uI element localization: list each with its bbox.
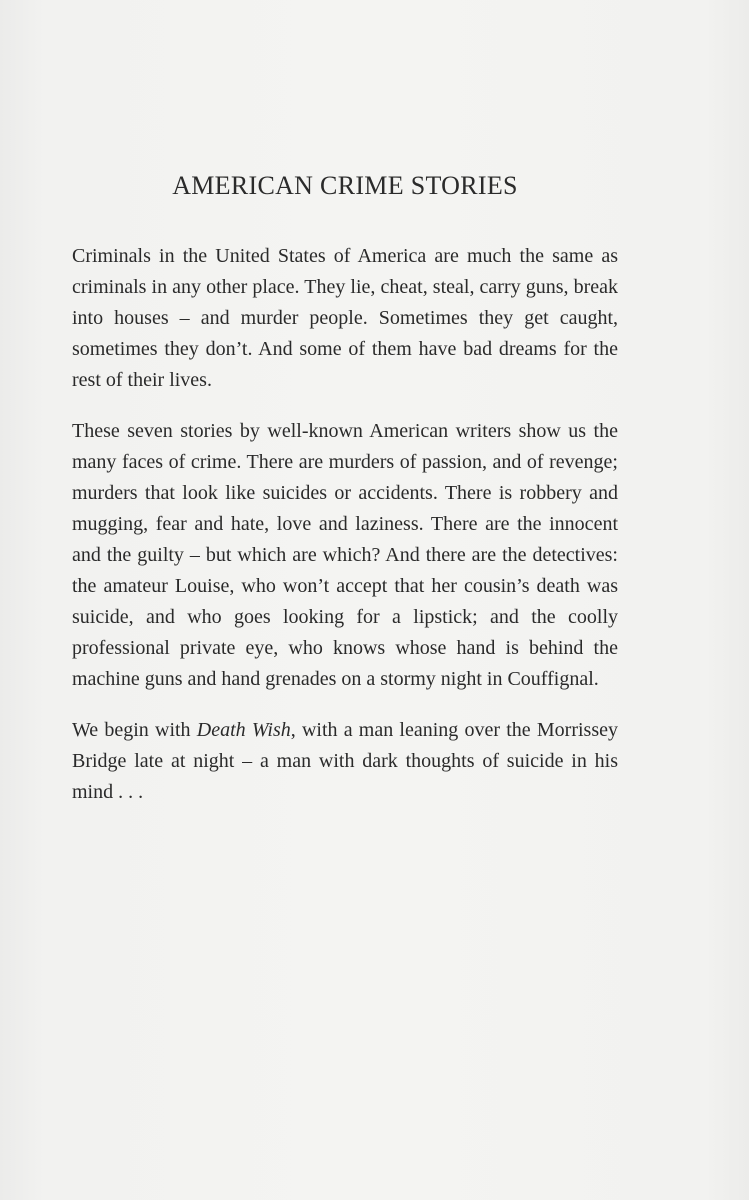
page-title: AMERICAN CRIME STORIES [172,171,518,200]
page-content [72,170,618,828]
paragraph-stories: These seven stories by well-known American writers show us the many faces of crime. There are murders of passion, and of revenge; murders that look like suicides or accidents. There is robbery and mugging, fear and hate, love and laziness. There are the innocent and the guilty – but which are which? And there are the detectives: the amateur Louise, who won’t accept that her cousin’s death was suicide, and who goes looking for a lipstick; and the coolly professional private eye, who knows whose hand is behind the machine guns and hand grenades on a stormy night in Couffignal. [72,420,618,691]
paragraph-death-wish-rest: , with a man leaning over the Morrissey Bridge late at night – a man with dark thoughts of suicide in his mind . . . [72,719,618,804]
paragraph-death-wish-intro: We begin with [72,719,197,742]
book-title-death-wish: Death Wish [196,719,291,742]
paragraph-criminals: Criminals in the United States of America are much the same as criminals in any other place. They lie, cheat, steal, carry guns, break into houses – and murder people. Sometimes they get caught, sometimes they don’t. And some of them have bad dreams for the rest of their lives. [72,245,618,392]
paragraph-death-wish [72,715,618,808]
